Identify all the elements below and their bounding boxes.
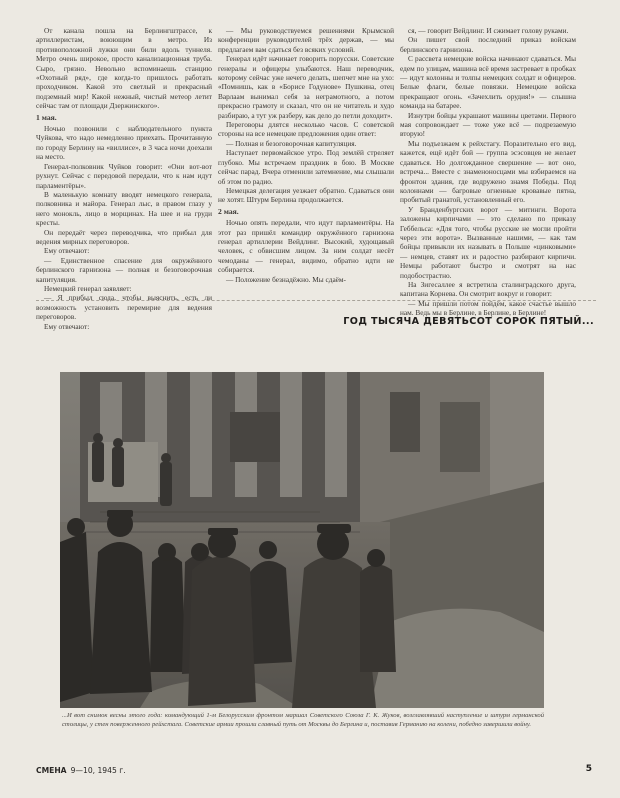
paragraph: — Мы руководствуемся решениями Крымской конференции руководителей трёх держав, — мы предлагаем вам сдаться без всяких условий.: [218, 26, 394, 54]
text-column-3: [400, 26, 576, 318]
paragraph: Генерал идёт начинает говорить порусски. Советские генералы и офицеры улыбаются. Наш переводчик, которому сейчас уже нечего делать, шепчет мне на ухо: «Помнишь, как в «Борисе Годунове» Пушкина, отец Варлаам вынимал себя за неграмотного, а потом прекрасно грамоту и сказал, что он не читатель и худо разбираю, а тут уж разберу, как дело до петли доходит».: [218, 54, 394, 120]
paragraph: — Мы пришли потом пойдём, какое счастье вышло нам. Ведь мы в Берлине, в Берлине, в Берлине!: [400, 298, 576, 318]
photo-caption: ...И вот снимок весны этого года: командующий 1-м Белорусским фронтом маршал Советского Союза Г. К. Жуков, возглавлявший наступление и штурм германской столицы, у стен поверженного рейхстага. Советские армии прошли славный путь от Москвы до Берлина и, поставив Германию на колени, победно завершили войну.: [62, 712, 544, 728]
paragraph: Изнутри бойцы украшают машины цветами. Первого мая сопровождает — тоже уже всё — подрезаемую вторую!: [400, 110, 576, 139]
paragraph: Генерал-полковник Чуйков говорит: «Они вот-вот рухнут. Сейчас с передовой передали, что к нам идут парламентёры».: [36, 161, 212, 190]
text-column-2: [218, 26, 394, 302]
date-heading: 2 мая.: [218, 206, 239, 216]
paragraph: Наступает первомайское утро. Под землёй стреляет глубоко. Мы встречаем праздник в бою. В Москве сейчас парад. Вчера отменили затемнение, мы слышали об этом по радио.: [218, 148, 394, 186]
paragraph: — Положение безнадёжно. Мы сдаём-: [226, 274, 346, 284]
page-number: 5: [585, 764, 592, 774]
section-divider: [36, 300, 596, 301]
paragraph: Мы подъезжаем к рейхстагу. Поразительно его вид, кажется, ещё идёт бой — группа эсэсовцев не желает сдаваться. Но долгожданное свершение — вот оно, встреча... Вместе с знаменоносцами мы взбираемся на фронтон здания, где водружено знамя Победы. Под колоннами — багровые огненные кровавые пятна, пробитый гранатой, установленный его.: [400, 138, 576, 205]
magazine-name: СМЕНА: [36, 766, 67, 775]
paragraph: От канала пошла на Берлингштрассе, к артиллеристам, воюющим в метро. Из противоположной лужки они били вдоль туннеля. Метро очень широкое, просто канализационная труба. Сыро, грязно. Невольно вспоминаешь станцию «Охотный ряд», где когда-то пришлось работать проходчиком. Какой это светлый и прекрасный подземный мир! Какой нежный, чистый метеор летит сейчас там от площади Дзержинского».: [36, 26, 212, 111]
paragraph: — Я прибыл сюда, чтобы выяснить, есть ли возможность установить перемирие для ведения переговоров.: [36, 293, 212, 322]
section-headline: ГОД ТЫСЯЧА ДЕВЯТЬСОТ СОРОК ПЯТЫЙ...: [343, 316, 594, 327]
paragraph: В маленькую комнату вводят немецкого генерала, полковника и майора. Генерал лыс, в правом глазу у него монокль, лицо в морщинах. На шее и на груди кресты.: [36, 189, 212, 228]
paragraph: Немецкий генерал заявляет:: [44, 283, 132, 293]
paragraph: Ночью опять передали, что идут парламентёры. На этот раз пришёл командир окружённого гарнизона генерал артиллерии Вейдлинг. Высокий, худощавый человек, с обвисшим лицом. За ним солдат несёт чемоданы — генерал, видимо, обратно идти не собирается.: [218, 218, 394, 275]
paragraph: У Бранденбургских ворот — митинги. Ворота заложены кирпичами — это сделано по приказу Геббельса: «Для того, чтобы русские не могли пройти через эти ворота». Вызванные нашими, — как там бойцы привыкли их называть в Польше «цинковыми» — немцев, ставят их и радостно разбирают кирпичи. Немцы работают быстро и смотрят на нас подобострастно.: [400, 204, 576, 280]
paragraph: Немецкая делегация уезжает обратно. Сдаваться они не хотят. Штурм Берлина продолжается.: [218, 185, 394, 205]
paragraph: ся, — говорит Вейдлинг. И сжимает голову руками.: [408, 26, 569, 35]
footer-magazine: [36, 766, 126, 775]
text-column-1: [36, 26, 212, 331]
date-heading: 1 мая.: [36, 112, 57, 122]
paragraph: — Полная и безоговорочная капитуляция.: [226, 138, 357, 148]
paragraph: Переговоры длятся несколько часов. С советской стороны на все немецкие предложения один ответ:: [218, 120, 394, 139]
paragraph: На Зигесаллее я встретила сталинградского друга, капитана Корнева. Он смотрит вокруг и говорит:: [400, 279, 576, 299]
paragraph: Ему отвечают:: [44, 321, 90, 331]
issue-number: 9—10, 1945 г.: [70, 766, 126, 775]
paragraph: Он пишет свой последний приказ войскам берлинского гарнизона.: [400, 35, 576, 54]
paragraph: Ночью позвонили с наблюдательного пункта Чуйкова, что надо немедленно приехать. Прочитанную по городу Берлину на «виллисе», в 3 часа ночи доехали на место.: [36, 124, 212, 162]
paragraph: — Единственное спасение для окружённого берлинского гарнизона — полная и безоговорочная капитуляция.: [36, 255, 212, 284]
paragraph: Ему отвечают:: [44, 246, 90, 256]
paragraph: С рассвета немецкие войска начинают сдаваться. Мы едем по улицам, машина всё время застревает в пробках — идут колонны и толпы немецких солдат и офицеров. Белые флаги, белые повязки. Немецкие войска прекращают огонь. «Зачехлить орудия!» — слышна команда на батарее.: [400, 54, 576, 111]
archival-photo-icon: [60, 372, 544, 708]
paragraph: Он передаёт через переводчика, что прибыл для ведения мирных переговоров.: [36, 227, 212, 246]
archival-photo: [60, 372, 544, 708]
